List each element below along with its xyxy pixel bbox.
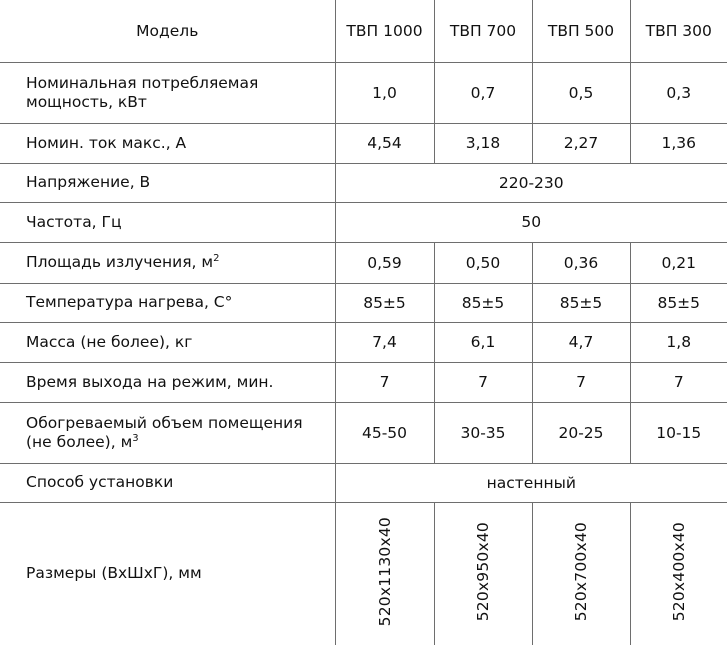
dimensions-value: 520x1130x40 [375, 517, 394, 627]
area-unit-superscript: 2 [213, 252, 220, 264]
row-area [0, 242, 727, 283]
model-header-tvp1000: ТВП 1000 [335, 0, 434, 62]
volume-value: 20-25 [532, 402, 630, 463]
dimensions-cell [434, 502, 532, 645]
temperature-value: 85±5 [532, 283, 630, 322]
dimensions-value: 520x700x40 [572, 522, 590, 622]
area-value: 0,59 [335, 242, 434, 283]
row-warmup [0, 362, 727, 402]
power-value: 0,7 [434, 62, 532, 123]
voltage-value: 220-230 [335, 163, 727, 202]
dimensions-label: Размеры (ВхШхГ), мм [0, 502, 335, 645]
mass-value: 6,1 [434, 322, 532, 362]
warmup-value: 7 [532, 362, 630, 402]
frequency-value: 50 [335, 202, 727, 242]
voltage-label: Напряжение, В [0, 163, 335, 202]
area-value: 0,21 [630, 242, 727, 283]
temperature-value: 85±5 [335, 283, 434, 322]
row-temperature [0, 283, 727, 322]
model-header-tvp300: ТВП 300 [630, 0, 727, 62]
dimensions-value: 520x950x40 [474, 522, 492, 622]
volume-value: 10-15 [630, 402, 727, 463]
dimensions-cell [335, 502, 434, 645]
current-value: 2,27 [532, 123, 630, 163]
row-frequency [0, 202, 727, 242]
power-label: Номинальная потребляемая мощность, кВт [0, 62, 335, 123]
power-value: 1,0 [335, 62, 434, 123]
volume-unit-superscript: 3 [132, 432, 139, 444]
current-value: 4,54 [335, 123, 434, 163]
area-value: 0,36 [532, 242, 630, 283]
row-mounting [0, 463, 727, 502]
mass-label: Масса (не более), кг [0, 322, 335, 362]
model-header-label: Модель [0, 0, 335, 62]
mass-value: 7,4 [335, 322, 434, 362]
header-row [0, 0, 727, 62]
mass-value: 4,7 [532, 322, 630, 362]
row-volume [0, 402, 727, 463]
row-dimensions [0, 502, 727, 645]
dimensions-cell [630, 502, 727, 645]
area-label [0, 242, 335, 283]
row-power [0, 62, 727, 123]
model-header-tvp500: ТВП 500 [532, 0, 630, 62]
area-value: 0,50 [434, 242, 532, 283]
mass-value: 1,8 [630, 322, 727, 362]
volume-value: 30-35 [434, 402, 532, 463]
mounting-value: настенный [335, 463, 727, 502]
model-header-tvp700: ТВП 700 [434, 0, 532, 62]
warmup-value: 7 [335, 362, 434, 402]
volume-label-text: Обогреваемый объем помещения (не более), м [26, 413, 303, 451]
area-label-text: Площадь излучения, м [26, 253, 214, 271]
volume-value: 45-50 [335, 402, 434, 463]
warmup-value: 7 [630, 362, 727, 402]
temperature-value: 85±5 [630, 283, 727, 322]
row-voltage [0, 163, 727, 202]
current-value: 1,36 [630, 123, 727, 163]
dimensions-value: 520x400x40 [669, 522, 688, 622]
row-mass [0, 322, 727, 362]
power-value: 0,3 [630, 62, 727, 123]
frequency-label: Частота, Гц [0, 202, 335, 242]
temperature-label: Температура нагрева, С° [0, 283, 335, 322]
temperature-value: 85±5 [434, 283, 532, 322]
power-value: 0,5 [532, 62, 630, 123]
dimensions-cell [532, 502, 630, 645]
current-value: 3,18 [434, 123, 532, 163]
warmup-value: 7 [434, 362, 532, 402]
mounting-label: Способ установки [0, 463, 335, 502]
row-current [0, 123, 727, 163]
warmup-label: Время выхода на режим, мин. [0, 362, 335, 402]
current-label: Номин. ток макс., А [0, 123, 335, 163]
volume-label [0, 402, 335, 463]
